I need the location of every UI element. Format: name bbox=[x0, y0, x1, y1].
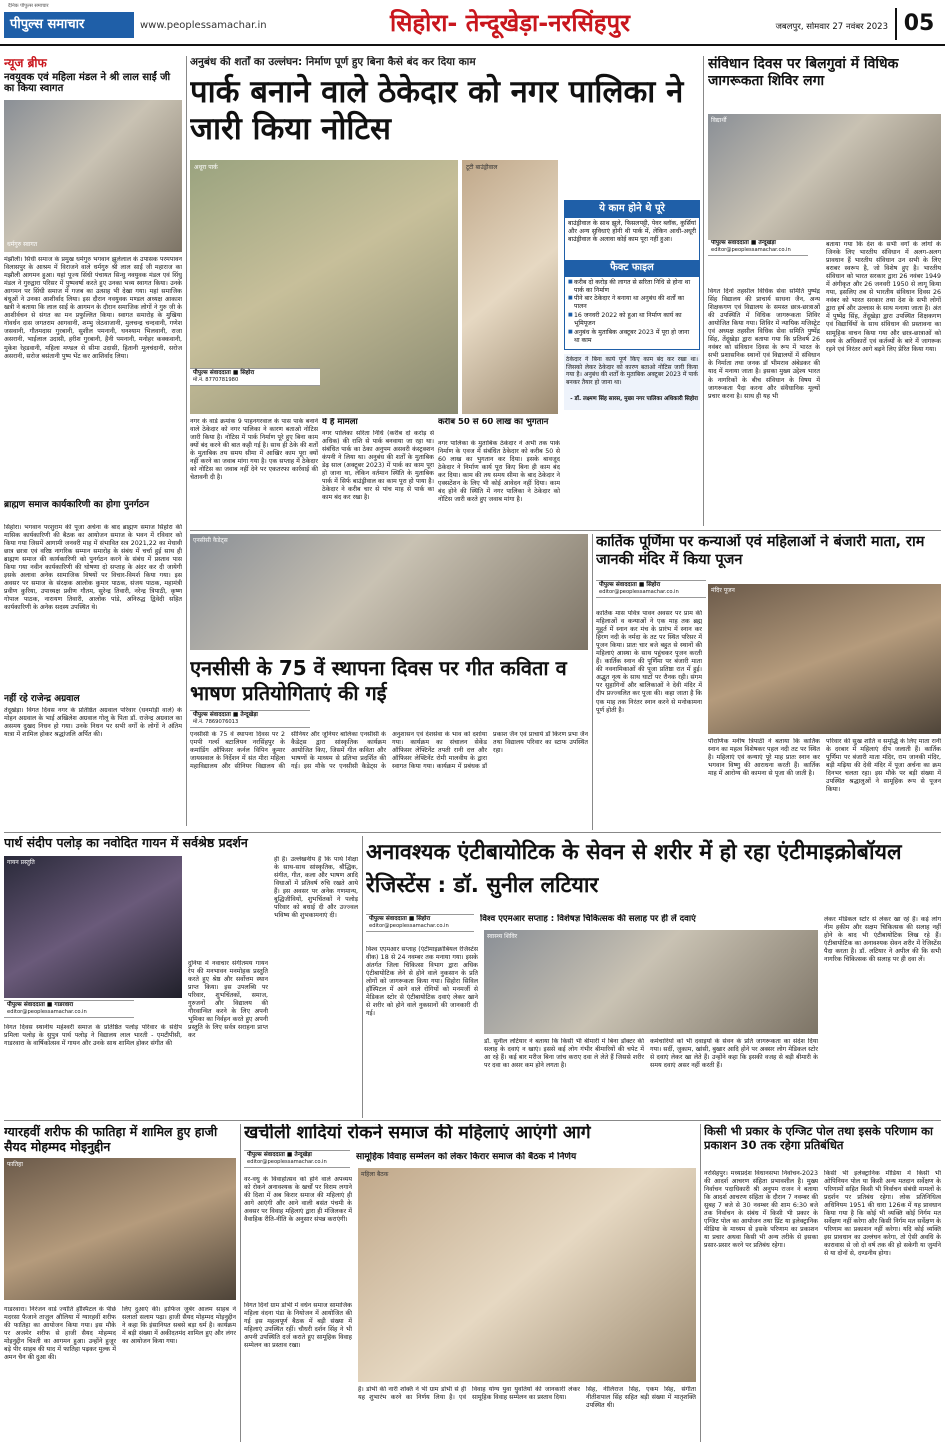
kartik-email: editor@peoplessamachar.co.in bbox=[599, 589, 679, 596]
ncc-story bbox=[190, 534, 588, 830]
brief-2-body: सिहोरा। भगवान परशुराम की पूजा अर्चना के बाद ब्राह्मण समाज सिहोरा की मासिक कार्यकारिणी की बैठक का आयोजन समाज के भवन में रविवार को किया गया जिसमें आगामी जनवरी माह में संभावित सत्र 2021,22 का मेधावी छात्र छात्रा एवं वरिष्ठ नागरिक सम्मान समारोह के संबंध में चर्चा हुई साथ ही ब्राह्मण समाज की कार्यकारिणी को पुनर्गठन करने के संबंध में प्रस्ताव पास किया गया नवीन कार्यकारिणी की घोषणा दो सप्ताह के अंदर कर दी जायेगी इसके अलावा अनेक सामाजिक विषयों पर विचार-विमर्श किया गया। इस अवसर पर समाज के संरक्षक आलोक कुमार पाठक, संजय पाठक, महामंत्री प्रवीण कुरिया, उपाध्यक्ष प्रवीण गौतम, सुरेन्द्र तिवारी, नरेन्द्र त्रिपाठी, कृष्ण गोपाल पाठक, नारायण तिवारी, आलोक पांडे, अनिरुद्ध द्विवेदी सहित कार्यकारिणी के अनेक सदस्य उपस्थित थे। bbox=[4, 524, 182, 612]
brief-1-body: मंझौली। सिंधी समाज के प्रमुख धर्मगुरु भगवान झूलेलाल के उपासक परमपावन विलासपुर के आश्रम में विराजने वाले धर्मगुरु श्री लाल साईं जी महाराज का मझौली आगमन हुआ। यहां पूज्य सिंधी पंचायत सिन्धु नवयुवक मंडल एवं सिंधु मंडल ने गुरुद्वारा परिसर में पुष्पवर्षा करते हुए उनका भव्य स्वागत किया। उनके आगमन पर सिंधी समाज में गजब का उत्साह भी देखा गया। महां समाजिक बंधुओं ने उनका आशीर्वाद लिया। इस दौरान नवयुवक मण्डल अध्यक्ष आकाश खत्री ने बताया कि लाल साईं के आगमन के दौरान समाजिक लोगों ने गुरु जी के आशीर्वचन से संगत का मन प्रफुल्लित किया। स्वागत समारोह के मुखिया गोवर्धन दास जगतराम आगवानी, शम्भु जेठवाजानी, मुलचन्द्र चन्दवानी, गणेश जसवानी, गौतमदास गुरबानी, सुशील पमनानी, घनश्याम भिलवानी, राजा असरानी, भाईलाल उदासी, हरीश गुरबानी, हैनी पमनानी, मनोहर कक्कवानी, मुकेश रेहडवानी, महिला मण्डल से सीमा उदासी, हितानी मूलचंदानी, सरोज असरानी, सरोज बसंतानी पुष्प भेंट कर आशिर्वाद लिया। bbox=[4, 256, 182, 360]
page-number: 05 bbox=[895, 8, 941, 40]
exit-poll-story bbox=[704, 1124, 941, 1442]
park-credit bbox=[190, 368, 320, 386]
wedding-subhead: सामूहिक विवाह सम्मेलन को लेकर किरार समाज की बैठक में निर्णय bbox=[356, 1152, 577, 1162]
brief-1-headline: नवयुवक एवं महिला मंडल ने श्री लाल साईं जी का किया स्वागत bbox=[4, 72, 171, 95]
antibiotic-photo bbox=[484, 930, 818, 1034]
kartik-photo bbox=[708, 584, 941, 734]
park-quote bbox=[564, 354, 700, 410]
exit-poll-col-2: किसी भी इलेक्ट्रानिक मीडिया में किसी भी ओपिनियन पोल या किसी अन्य मतदान सर्वेक्षण के परिणामों सहित किसी भी निर्वाचन संबंधी मामलों के प्रदर्शन पर प्रतिबंध रहेगा। लोक प्रतिनिधित्व अधिनियम 1951 की धारा 126क में यह प्रावधान किया गया है कि कोई भी व्यक्ति कोई निर्गम मत सर्वेक्षण नहीं करेगा और किसी निर्गम मत सर्वेक्षण के परिणाम का प्रकाशन नहीं करेगा। यदि कोई व्यक्ति इस प्रावधान का उल्लंघन करेगा, तो ऐसी अवधि के कारावास से जो दो वर्ष तक की हो सकेगी या जुर्माने से या दोनों से, दण्डनीय होगा। bbox=[824, 1170, 941, 1258]
photo-label: अधूरा पार्क bbox=[194, 164, 218, 171]
wedding-headline: खर्चीली शादियां रोकने समाज की महिलाएं आएंगी आगे bbox=[244, 1124, 591, 1143]
urs-photo bbox=[4, 1158, 236, 1300]
masthead bbox=[0, 0, 945, 46]
parth-photo bbox=[4, 856, 182, 998]
sidebar-body: बाउंड्रीवाल के साथ झूले, फिसलपट्टी, पेवर ब्लॉक, कुर्सियां और अन्य सुविधाएं होनी थी पार्क में, लेकिन आधी-अधूरी बाउंड्रीवाल के अलावा कोई काम पूरा नहीं हुआ। bbox=[568, 219, 696, 243]
urs-col-2: लिए दुआएं की। हाफिज जुबेर आलम साहब ने सलातो सलाम पढ़ा। हाजी सैयद मोहम्मद मोइनुद्दीन ने कहा कि इंसानियत सबसे बड़ा धर्म है। कार्यक्रम में बड़ी संख्या में अकीदतमंद शामिल हुए और लंगर का आयोजन किया गया। bbox=[122, 1306, 236, 1346]
antibiotic-email: editor@peoplessamachar.co.in bbox=[369, 923, 449, 930]
quote-author: - डॉ. लक्ष्मण सिंह सारस, मुख्य नगर पालिका अधिकारी सिहोरा bbox=[570, 396, 698, 402]
kartik-credit-text: पीपुल्स संवाददाता ■ सिहोरा bbox=[599, 582, 661, 588]
urs-headline: ग्यारहवीं शरीफ की फातिहा में शामिल हुए हाजी सैयद मोहम्मद मोइनुद्दीन bbox=[4, 1124, 218, 1154]
parth-col-2: ही है। उल्लेखनीय है कि पार्थ शिक्षा के साथ-साथ सांस्कृतिक, बौद्धिक, संगीत, गीत, कला और भाषण आदि विधाओं में प्रतिवर्ष रुचि रखते आये हैं। इस अवसर पर अनेक गणमान्य, बुद्धिजीवियों, शुभचिंतकों ने पलोड़ परिवार को बधाई दी और उज्ज्वल भविष्य की शुभकामनाएं दी। bbox=[274, 856, 358, 920]
fact-item: ■ करीब दो करोड़ की लागत से सरिता निधि से होना था पार्क का निर्माण bbox=[568, 279, 696, 295]
photo-label: धर्मगुरु स्वागत bbox=[7, 241, 38, 249]
parth-credit-text: पीपुल्स संवाददाता ■ गाडरवारा bbox=[7, 1002, 74, 1008]
exit-poll-headline: किसी भी प्रकार के एग्जिट पोल तथा इसके परिणाम का प्रकाशन 30 तक रहेगा प्रतिबंधित bbox=[704, 1124, 933, 1153]
park-subhead-2: करीब 50 से 60 लाख का भुगतान bbox=[438, 418, 549, 427]
ncc-photo bbox=[190, 534, 588, 650]
constitution-photo bbox=[708, 114, 941, 240]
park-col-1: नगर के वार्ड क्रमांक 9 पाहनगरवाल के पास पार्क बनाने वाले ठेकेदार को नगर पालिका ने कारण बताओ नोटिस जारी किया है। नोटिस में पार्क निर्माण पूरे हुए बिना काम क्यों बंद करने की बात कही गई है। साथ ही ठेके की शर्तों के मुताबिक तय समय सीमा में आखिर काम पूरा क्यों नहीं करने का जवाब मांगा गया है। एक सप्ताह में ठेकेदार को नोटिस का जवाब नहीं देने पर एकतरफा कार्रवाई की चेतावनी दी है। bbox=[190, 418, 318, 482]
photo-label: फातिहा bbox=[7, 1161, 23, 1168]
antibiotic-col-2: डॉ. सुनील लटियार ने बताया कि किसी भी बीमारी में बिना डॉक्टर की सलाह के दवाएं न खाएं। इससे कई लोग गंभीर बीमारियों की चपेट में आ रहे हैं। कई बार मरीज बिना जांच कराए दवा ले लेते हैं जिससे शरीर पर दवा का असर कम होने लगता है। bbox=[484, 1038, 644, 1070]
antibiotic-col-1: विश्व एएमआर सप्ताह (एंटीमाइक्रोबियल रेजिस्टेंस वीक) 18 से 24 नवम्बर तक मनाया गया। इसके अंतर्गत जिला चिकित्सा विभाग द्वारा अधिक एंटीबायोटिक लेने से होने वाले नुकसान के प्रति लोगों को जागरूकता किया गया। सिहोरा सिविल हॉस्पिटल में आने वाले रोगियों को मनमर्जी से मेडिकल स्टोर से एंटीबायोटिक दवाएं लेकर खाने से शरीर को होने वाले नुकसानों की जानकारी दी गई। bbox=[366, 946, 478, 1018]
antibiotic-col-4: लेकर मेडिकल स्टोर से लेकर खा रहे हैं। कई लोग नीम हकीम और सक्षम चिकित्सक की सलाह नहीं होने के बाद भी एंटीबायोटिक लिख रहे हैं। एंटीबायोटिक का अनावश्यक सेवन शरीर में रेजिस्टेंस पैदा करता है। डॉ. लटियार ने अपील की कि सभी नागरिक चिकित्सक की सलाह पर ही दवा लें। bbox=[824, 916, 941, 964]
wedding-col-3: है। डोभी की नारी शक्ति ने भी ग्राम डोभी से ही यह शुभारंभ करने का निर्णय लिया है। एवं विवाह योग्य युवा युवतियों की जानकारी लेकर सामूहिक विवाह सम्मेलन का प्रस्ताव दिया। bbox=[358, 1386, 580, 1402]
ncc-credit bbox=[190, 710, 310, 728]
antibiotic-subhead: विश्व एएमआर सप्ताह : विशेषज्ञ चिकित्सक की सलाह पर ही लें दवाएं bbox=[480, 914, 696, 924]
antibiotic-headline: अनावश्यक एंटीबायोटिक के सेवन से शरीर में हो रहा एंटीमाइक्रोबॉयल रेजिस्टेंस : डॉ. सुनील लटियार bbox=[366, 840, 902, 899]
section-rule bbox=[4, 1120, 941, 1121]
park-headline: पार्क बनाने वाले ठेकेदार को नगर पालिका ने जारी किया नोटिस bbox=[190, 74, 684, 148]
parth-credit bbox=[4, 1000, 134, 1018]
photo-label: गायन प्रस्तुति bbox=[7, 859, 35, 866]
parth-col-1: दुनिया में नवाचार संगीतमय गायन रेप की मनभावन मनमोहक प्रस्तुति करते हुए श्रेष्ठ और सर्वोत्तम स्थान प्राप्त किया। इस उपलब्धि पर परिवार, शुभचिंतकों, समाज, गुरुजनों और विद्यालय की गौरवान्वित करने के लिए अपनी भूमिका का निर्वहन करते हुए अपनी प्रस्तुति के लिए सर्वत्र सराहना प्राप्त कर bbox=[188, 960, 268, 1040]
kartik-headline: कार्तिक पूर्णिमा पर कन्याओं एवं महिलाओं ने बंजारी माता, राम जानकी मंदिर में किया पूजन bbox=[596, 534, 925, 568]
sidebar-title: ये काम होने थे पूरे bbox=[565, 201, 699, 218]
constitution-headline: संविधान दिवस पर बिलगुवां में विधिक जागरूकता शिविर लगा bbox=[708, 56, 899, 89]
parth-intro: विगत दिवस स्थानीय महेश्वरी समाज के प्रतिष्ठित पलोड़ परिवार के संदीप प्रमिला पलोड़ के सुपुत्र पार्थ पलोड़ ने विद्यालय लाल भारती - एमटीपीसी, गाडरवारा के वार्षिकोत्सव में गायन और उनके साथ शामिल होकर संगीत की bbox=[4, 1024, 182, 1048]
quote-text: ठेकेदार ने बिना कार्य पूर्ण किए काम बंद कर रखा था। जिसको लेकर ठेकेदार को कारण बताओ नोटिस जारी किया गया है। अनुबंध की शर्तों के मुताबिक अक्टूबर 2023 में पार्क बनकर तैयार हो जाना था। bbox=[566, 356, 698, 387]
photo-label: स्वास्थ्य शिविर bbox=[487, 933, 518, 940]
antibiotic-col-3: कर्मचारियों को भी दवाइयों के सेवन के प्रति जागरूकता का संदेश दिया गया। सर्दी, जुकाम, खांसी, बुखार आदि होने पर अक्सर लोग मेडिकल स्टोर से दवाएं लेकर खा लेते हैं। उन्होंने कहा कि इसकी वजह से बड़ी बीमारी के समय दवाएं असर नहीं करती हैं। bbox=[650, 1038, 818, 1070]
fact-item: ■ पीने बार ठेकेदार ने बनाया था अनुबंध की शर्तों का पालन bbox=[568, 295, 696, 311]
brief-3-body: तेंदूखेड़ा। विगत दिवस नगर के प्रतिष्ठित अग्रवाल परिवार (धनमोड़ी वाले) के मोहन अग्रवाल के भाई अखिलेश अग्रवाल गोलू के पिता डॉ. राजेन्द्र अग्रवाल का असमय दुखद निधन हो गया। उनके निधन पर सभी वर्गों के लोगों ने अंतिम यात्रा में शामिल होकर श्रद्धांजलि अर्पित की। bbox=[4, 707, 182, 739]
wedding-col-2: विगत दिनों ग्राम डोभी में वर्धन समाज सामाजिक महिला वंदना पंडा के नियोजन में आयोजित की गई इस महत्वपूर्ण बैठक में बड़ी संख्या में महिलाएं उपस्थित रहीं। चौधरी दर्शन सिंह ने भी अपनी उपस्थिति दर्ज कराते हुए सामूहिक विवाह सम्मेलन का प्रस्ताव रखा। bbox=[244, 1302, 352, 1350]
park-col-2-body: नगर पालिका सरिता निधि (करीब दो करोड़ से अधिक) की राशि से पार्क बनवाया जा रहा था। संबंधित पार्क का ठेका अनुपम असवरी कंस्ट्रक्शन कंपनी ने लिया था। अनुबंध की शर्तों के मुताबिक डेढ़ साल (अक्टूबर 2023) में पार्क का काम पूरा हो जाना था, लेकिन वर्तमान स्थिति के मुताबिक पार्क में सिर्फ बाउंड्रीवाल का काम पूरा हो पाया है। ठेकेदार ने करीब चार से पांच माह से पार्क का काम बंद कर रखा है। bbox=[322, 430, 434, 502]
exit-poll-col-1: नरसिंहपुर। मध्यप्रदेश विधानसभा निर्वाचन-2023 की आदर्श आचरण संहिता प्रभावशील है। मुख्य निर्वाचन पदाधिकारी श्री अनुपम राजन ने बताया कि आदर्श आचरण संहिता के दौरान 7 नवम्बर की सुबह 7 बजे से 30 नवम्बर की शाम 6:30 बजे तक निर्वाचन के संबंध में किसी भी प्रकार के एग्जिट पोल का आयोजन तथा प्रिंट या इलेक्ट्रानिक मीडिया के माध्यम से इसके परिणाम का प्रकाशन या प्रचार अथवा किसी भी अन्य तरीके से इसका प्रसार-प्रसार करने पर प्रतिबंध रहेगा। bbox=[704, 1170, 818, 1250]
column-rule bbox=[592, 534, 593, 830]
park-subhead-1: ये है मामला bbox=[322, 418, 358, 427]
section-rule bbox=[190, 530, 941, 531]
dateline: जबलपुर, सोमवार 27 नवंबर 2023 bbox=[775, 22, 888, 32]
wedding-story bbox=[244, 1124, 696, 1442]
parth-email: editor@peoplessamachar.co.in bbox=[7, 1009, 87, 1016]
constitution-credit-text: पीपुल्स संवाददाता ■ तेन्दूखेड़ा bbox=[711, 240, 776, 246]
ncc-credit-text: पीपुल्स संवाददाता ■ तेन्दूखेड़ा bbox=[193, 712, 258, 718]
park-col-3 bbox=[438, 418, 560, 528]
antibiotic-credit bbox=[366, 914, 474, 932]
logo-text: पीपुल्स समाचार bbox=[10, 17, 85, 32]
urs-col-1: गाडरवारा। निरंजन वार्ड ज्योति हॉस्पिटल के पीछे मदरसा फैजाने ताजुल औलिया में ग्यारहवीं शरीफ की फातिहा का आयोजन किया गया। इस मौके पर अजमेर शरीफ से हाजी सैयद मोहम्मद मोइनुद्दीन चिश्ती का आगमन हुआ। उन्होंने हुजूर बड़े पीर साहब की याद में फातिहा पढ़कर मुल्क में अमन चैन की दुआ की। bbox=[4, 1306, 116, 1362]
column-rule bbox=[362, 836, 363, 1118]
fact-item: ■ अनुबंध के मुताबिक अक्टूबर 2023 में पूरा हो जाना था काम bbox=[568, 329, 696, 345]
constitution-credit bbox=[708, 238, 808, 256]
fact-item: ■ 16 जनवरी 2022 को हुआ था निर्माण कार्य का भूमिपूजन bbox=[568, 312, 696, 328]
logo-tagline: दैनिक पीपुल्स समाचार bbox=[8, 3, 49, 9]
section-rule bbox=[4, 832, 941, 833]
constitution-email: editor@peoplessamachar.co.in bbox=[711, 247, 791, 254]
kartik-col-1: कार्तिक मास पवित्र पावन अवसर पर प्राम की महिलाओं व कन्याओं ने एक माह तक ब्रह्म मुहूर्त में स्नान कर मंच के प्रारंभ में स्नान कर हिरण नदी के नर्मदा के तट पर स्थित परिसर में पूजन किया। प्रातः चार बजे बहुत से स्थानों की महिलाएं आस्था के साथ पहुंचकर पूजन करती हैं। कार्तिक स्नान की पूर्णिमा पर बंजारी माता की नवनामिकाओं की पूजा प्रतिष्ठा रात में हुई। अद्भुत नृत्य के साथ घाटों पर रौनक रही। संगम पर सुहागिनों और बालिकाओं ने देवी मंदिर में दीप प्रज्ज्वलित कर पूजा की। कहा जाता है कि एक माह तक निरंतर स्नान करने से मनोकामना पूर्ण होती है। bbox=[596, 610, 702, 714]
kartik-story bbox=[596, 534, 941, 830]
logo bbox=[4, 12, 134, 38]
parth-headline: पार्थ संदीप पलोड़ का नवोदित गायन में सर्वश्रेष्ठ प्रदर्शन bbox=[4, 836, 248, 850]
ncc-body: एनसीसी के 75 वें स्थापना दिवस पर 2 एमपी गर्ल्स बटालियन नरसिंहपुर के कमांडिंग ऑफिसर कर्नल विपिन कुमार जायसवाल के निर्देशन में संत मीरा महिला महाविद्यालय और सीनियर विद्यालय की सीनियर और जूनियर बालिका एनसीसी के कैडेट्स द्वारा सांस्कृतिक कार्यक्रम आयोजित किए, जिसमें गीत कविता और भाषणों के माध्यम से प्रतिभा प्रदर्शित की गई। इस मौके पर एनसीसी कैडेट्स के अनुशासन एवं देशसेवा के भाव को दर्शाया गया। कार्यक्रम का संचालन सेकेंड ऑफिसर लेफ्टिनेंट तपती रानी दत्त और ऑफिसर लेफ्टिनेंट रोमी मालवीय के द्वारा स्वागत किया गया। कार्यक्रम में प्रबंधक डॉ प्रकाश जैन एवं प्राचार्य डॉ किरण प्रभा जैन तथा विद्यालय परिवार का स्टाफ उपस्थित रहा। bbox=[190, 731, 588, 771]
constitution-col-2: बताया गया कि देश के सभी वर्गों के लोगों के जिनके लिए भारतीय संविधान में अलग-अलग प्रावधान हैं भारतीय संविधान उन सभी के लिए बराबर स्वरूप है, जो विशेष हुए है। भारतीय संविधान को भारत सरकार द्वारा 26 नवंबर 1949 में अंगीकृत और 26 जनवरी 1950 से लागू किया गया, इसलिए तब से भारतीय संविधान दिवस 26 नवंबर को भारत सरकार तथा देश के सभी लोगों द्वारा हर्ष और उल्लास के साथ मनाया जाता है। अंत में पुष्पेंद्र सिंह, तेंदूखेड़ा द्वारा उपस्थित शिक्षकगण एवं विद्यार्थियों के साथ संविधान की प्रस्तावना का सामूहिक वाचन किया गया और छात्र-छात्राओं को स्वयं के अधिकारों एवं कर्तव्यों के बारे में जागरूक रहने एवं निरंतर आगे बढ़ने लिए प्रेरित किया गया। bbox=[826, 241, 941, 353]
photo-label: एनसीसी कैडेट्स bbox=[193, 537, 228, 544]
park-col-2 bbox=[322, 418, 434, 528]
kartik-col-2: पौराणिक मनीष त्रिपाठी ने बताया कि कार्तिक स्नान का महत्व विशेषकर पहल नदी तट पर स्थित है। महिलाएं एवं कन्याएं पूरे माह प्रातः स्नान कर भगवान विष्णु की आराधना करती हैं। कार्तिक माह में आरोग्य की कामना से पूजा की जाती है। bbox=[708, 738, 820, 778]
wedding-credit-text: पीपुल्स संवाददाता ■ तेन्दूखेड़ा bbox=[247, 1152, 312, 1158]
ncc-phone: मो.नं. 7869076013 bbox=[193, 719, 239, 726]
photo-label: टूटी बाउंड्रीवाल bbox=[466, 164, 498, 171]
constitution-story bbox=[708, 56, 941, 528]
wedding-col-4: सिंह, नीलिराज सिंह, एकम सिंह, संगीता नीतीशपाल सिंह सहित बड़ी संख्या में मातृशक्ति उपस्थित थी। bbox=[586, 1386, 696, 1410]
antibiotic-story bbox=[366, 836, 941, 1118]
column-rule bbox=[700, 1124, 701, 1442]
brief-1-photo bbox=[4, 100, 182, 252]
wedding-email: editor@peoplessamachar.co.in bbox=[247, 1159, 327, 1166]
column-rule bbox=[703, 56, 704, 526]
news-brief-column bbox=[4, 56, 182, 816]
photo-label: मंदिर पूजन bbox=[711, 587, 735, 594]
section-title-text: सिहोरा- तेन्दूखेड़ा-नरसिंहपुर bbox=[389, 9, 630, 37]
website: www.peoplessamachar.in bbox=[140, 20, 267, 31]
wedding-col-1: वर-वधु के विवाहोत्सव को होने वाले अपव्यय को रोकने अनावश्यक के खर्चों पर विराम लगाने की दिशा में अब किरार समाज की महिलाएं ही आगे आएंगी और आने वाली बसंत पंचमी के अवसर पर विवाह महिलाएं द्वारा ही मंजिलकर में वैवाहिक रीति-नीति के अनुसार संपन्न कराएंगी। bbox=[244, 1176, 352, 1224]
brief-3-headline: नहीं रहे राजेन्द्र अग्रवाल bbox=[4, 694, 80, 704]
park-phone: मो.नं. 8770781980 bbox=[193, 377, 239, 384]
antibiotic-credit-text: पीपुल्स संवाददाता ■ सिहोरा bbox=[369, 916, 431, 922]
urs-story bbox=[4, 1124, 236, 1442]
ncc-headline: एनसीसी के 75 वें स्थापना दिवस पर गीत कविता व भाषण प्रतियोगिताएं की गई bbox=[190, 656, 567, 705]
park-photo-wall bbox=[462, 160, 558, 414]
kartik-credit bbox=[596, 580, 706, 598]
kartik-col-3: परिवार की सुख शांति व समृद्धि के लिए माता रानी के दरबार में महिलाएं दीप जलाती हैं। कार्तिक पूर्णिमा पर बंजारी माता मंदिर, राम जानकी मंदिर, बड़ी मढ़िया की देवी मंदिर में पूजा अर्चना का क्रम दिनभर चलता रहा। इस मौके पर बड़ी संख्या में उपस्थित श्रद्धालुओं ने सामूहिक रूप से पूजन किया। bbox=[826, 738, 941, 794]
news-brief-label: न्यूज ब्रीफ bbox=[4, 56, 47, 70]
wedding-credit bbox=[244, 1150, 350, 1168]
fact-list bbox=[565, 277, 699, 349]
park-sidebar bbox=[564, 200, 700, 350]
section-title bbox=[300, 4, 720, 42]
column-rule bbox=[186, 56, 187, 826]
park-story bbox=[190, 56, 700, 528]
constitution-col-1: विगत दिनों तहसील विधिक सेवा समिति पुष्पेंद्र सिंह विद्यालय की प्राचार्य साधना जैन, अन्य शिक्षकगण एवं विद्यालय के समस्त छात्र-छात्राओं की उपस्थिति में विधिक जागरूकता शिविर आयोजित किया गया। शिविर में न्यायिक मजिस्ट्रेट एवं अध्यक्ष तहसील विधिक सेवा समिति पुष्पेंद्र सिंह, तेंदूखेड़ा द्वारा बताया गया कि प्रतिवर्ष 26 नवंबर को संविधान दिवस के रूप में भारत के सभी प्रशासनिक स्थानों एवं विद्यालयों में संविधान के निर्माता तथा जनक डॉ भीमराव अंबेडकर की याद में मनाया जाता है। इसका मुख्य उद्देश्य भारत के नागरिकों के बीच संविधान के विषय में जागरूकता पैदा करना और संवैधानिक मूल्यों प्रचार करना है। साथ ही यह भी bbox=[708, 288, 820, 400]
park-credit-text: पीपुल्स संवाददाता ■ सिहोरा bbox=[193, 370, 255, 376]
photo-label: महिला बैठक bbox=[361, 1171, 389, 1178]
park-kicker: अनुबंध की शर्तों का उल्लंघन: निर्माण पूर्ण हुए बिना कैसे बंद कर दिया काम bbox=[190, 56, 476, 68]
wedding-photo bbox=[358, 1168, 696, 1382]
photo-label: विद्यार्थी bbox=[711, 117, 727, 124]
park-col-3-body: नगर पालिका के मुताबिक ठेकेदार ने अभी तक पार्क निर्माण के एवज में संबंधित ठेकेदार को करीब 50 से 60 लाख का भुगतान कर दिया। इसके बावजूद ठेकेदार ने निर्माण कार्य पूरा किए बिना ही काम बंद कर दिया। काम की तय समय सीमा के बाद ठेकेदार ने एक्सटेंशन के लिए भी कोई आवेदन नहीं दिया। काम बंद होने की स्थिति में नगर पालिका ने ठेकेदार को नोटिस जारी करते हुए जवाब मांगा है। bbox=[438, 440, 560, 504]
brief-2-headline: ब्राह्मण समाज कार्यकारिणी का होगा पुनर्गठन bbox=[4, 500, 150, 510]
column-rule bbox=[240, 1124, 241, 1442]
fact-file-title: फैक्ट फाइल bbox=[565, 260, 699, 277]
